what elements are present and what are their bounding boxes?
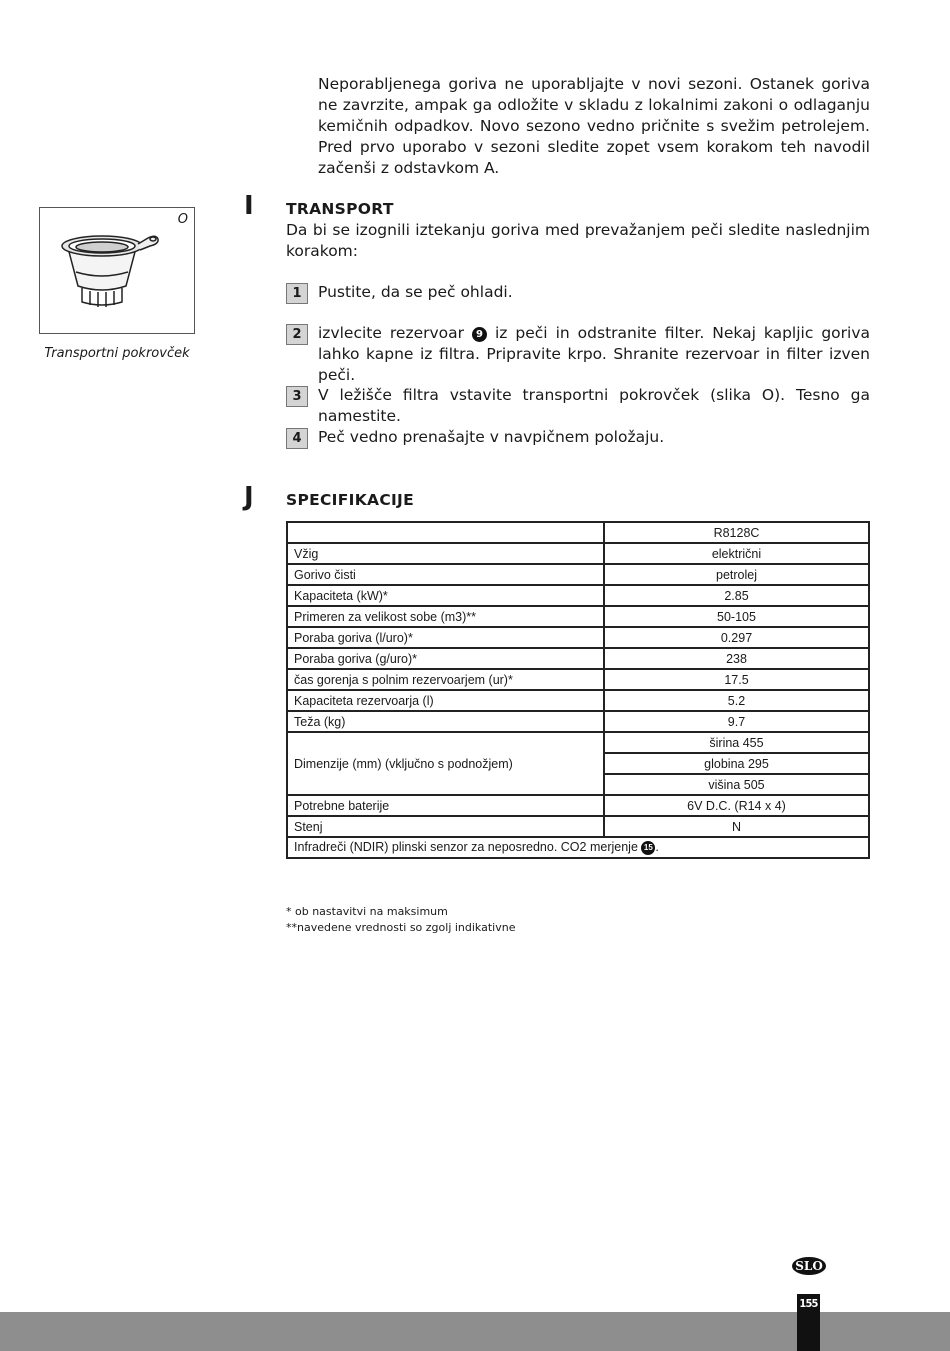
- footnote-1: * ob nastavitvi na maksimum: [286, 905, 448, 918]
- step-text: [318, 323, 870, 386]
- section-title-specifications: SPECIFIKACIJE: [286, 491, 415, 509]
- table-row: [287, 732, 869, 753]
- transport-cap-illustration: [40, 208, 194, 333]
- step-text: V ležišče filtra vstavite transportni pokrovček (slika O). Tesno ga namestite.: [318, 386, 870, 425]
- spec-label: Primeren za velikost sobe (m3)**: [287, 606, 604, 627]
- spec-value: 6V D.C. (R14 x 4): [604, 795, 869, 816]
- spec-value-depth: globina 295: [604, 753, 869, 774]
- spec-value: 0.297: [604, 627, 869, 648]
- step-2: [286, 324, 870, 386]
- table-row: [287, 669, 869, 690]
- section-title-transport: TRANSPORT: [286, 200, 394, 218]
- table-row: [287, 711, 869, 732]
- step-3: [286, 386, 870, 427]
- spec-label: Kapaciteta rezervoarja (l): [287, 690, 604, 711]
- callout-badge-9: 9: [472, 327, 487, 342]
- spec-value: 5.2: [604, 690, 869, 711]
- table-row: [287, 690, 869, 711]
- step-1: [286, 283, 870, 303]
- spec-label: Teža (kg): [287, 711, 604, 732]
- intro-paragraph: Neporabljenega goriva ne uporabljajte v novi sezoni. Ostanek goriva ne zavrzite, ampak ga odložite v skladu z lokalnimi zakoni o odlaganju kemičnih odpadkov. Novo sezono vedno pričnite s svežim petrolejem. Pred prvo uporabo v sezoni sledite zopet vsem korakom teh navodil začenši z odstavkom A.: [318, 75, 870, 177]
- callout-badge-15: 15: [641, 841, 655, 855]
- table-row: [287, 648, 869, 669]
- section-letter-i: I: [244, 191, 254, 221]
- table-row: [287, 564, 869, 585]
- spec-value-width: širina 455: [604, 732, 869, 753]
- table-row: [287, 795, 869, 816]
- step-4: [286, 428, 870, 448]
- spec-label: Poraba goriva (g/uro)*: [287, 648, 604, 669]
- spec-value: 50-105: [604, 606, 869, 627]
- sensor-text: Infradreči (NDIR) plinski senzor za neposredno. CO2 merjenje: [294, 840, 638, 854]
- figure-letter: O: [177, 212, 188, 227]
- spec-value: 17.5: [604, 669, 869, 690]
- page-number: 155: [799, 1297, 818, 1310]
- step-text: Peč vedno prenašajte v navpičnem položaju.: [318, 428, 665, 446]
- spec-value: petrolej: [604, 564, 869, 585]
- table-row: [287, 627, 869, 648]
- spec-value: električni: [604, 543, 869, 564]
- spec-label: Kapaciteta (kW)*: [287, 585, 604, 606]
- spec-label: Potrebne baterije: [287, 795, 604, 816]
- figure-caption: Transportni pokrovček: [44, 346, 190, 361]
- step-text: Pustite, da se peč ohladi.: [318, 283, 513, 301]
- step-number: 4: [286, 428, 308, 449]
- transport-intro: Da bi se izognili iztekanju goriva med prevažanjem peči sledite naslednjim korakom:: [286, 221, 870, 260]
- language-badge: SLO: [792, 1257, 826, 1275]
- spec-value: N: [604, 816, 869, 837]
- spec-label: Vžig: [287, 543, 604, 564]
- spec-label: Stenj: [287, 816, 604, 837]
- step-text-after: iz peči in odstranite filter. Nekaj kapljic goriva lahko kapne iz filtra. Pripravite krpo. Shranite rezervoar in filter izven peči.: [318, 324, 870, 384]
- step-number: 3: [286, 386, 308, 407]
- table-row: [287, 816, 869, 837]
- table-row: [287, 543, 869, 564]
- spec-value: 238: [604, 648, 869, 669]
- spec-label-dimensions: Dimenzije (mm) (vključno s podnožjem): [287, 732, 604, 795]
- spec-label: čas gorenja s polnim rezervoarjem (ur)*: [287, 669, 604, 690]
- spec-label: Gorivo čisti: [287, 564, 604, 585]
- figure-transport-cap: [39, 207, 195, 334]
- spec-value: 9.7: [604, 711, 869, 732]
- sensor-end: .: [655, 840, 659, 854]
- table-row: [287, 606, 869, 627]
- section-letter-j: J: [244, 482, 254, 512]
- table-row: [287, 522, 869, 543]
- sensor-note: [287, 837, 869, 858]
- spec-value-height: višina 505: [604, 774, 869, 795]
- footnote-2: **navedene vrednosti so zgolj indikativne: [286, 921, 516, 934]
- specifications-table: [286, 521, 870, 859]
- step-text-before: izvlecite rezervoar: [318, 324, 465, 342]
- spec-value: 2.85: [604, 585, 869, 606]
- model-header: R8128C: [604, 522, 869, 543]
- step-number: 2: [286, 324, 308, 345]
- table-cell-empty: [287, 522, 604, 543]
- table-row: [287, 837, 869, 858]
- step-number: 1: [286, 283, 308, 304]
- table-row: [287, 585, 869, 606]
- spec-label: Poraba goriva (l/uro)*: [287, 627, 604, 648]
